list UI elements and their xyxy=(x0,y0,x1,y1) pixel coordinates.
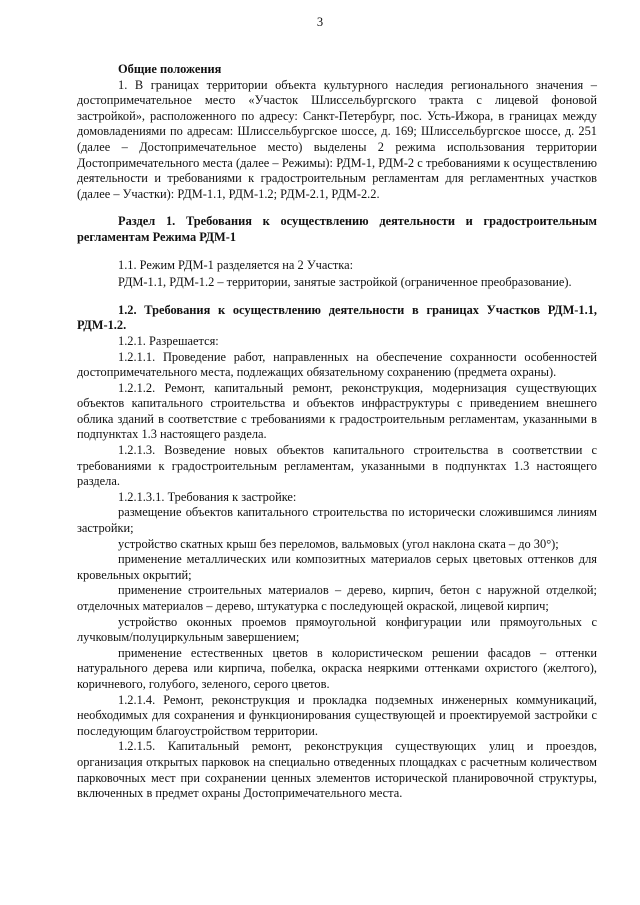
item-1-2-1-5: 1.2.1.5. Капитальный ремонт, реконструкция существующих улиц и проездов, организация открытых парковок на специально отведенных площадках с расчетным количеством парковочных мест при сохранении ценных элементов исторической планировочной структуры, включенных в предмет охраны Достопримечательного места. xyxy=(77,739,597,801)
item-1-2-1-3-1: 1.2.1.3.1. Требования к застройке: xyxy=(118,489,297,504)
item-1-2-1-1: 1.2.1.1. Проведение работ, направленных на обеспечение сохранности особенностей достопримечательного места, подлежащих обязательному сохранению (предмета охраны). xyxy=(77,349,597,380)
requirement-building-lines: размещение объектов капитального строительства по исторически сложившимся линиям застройки; xyxy=(77,505,597,536)
section-1-1-paragraph: 1.1. Режим РДМ-1 разделяется на 2 Участка: xyxy=(118,257,354,272)
requirement-roofs: устройство скатных крыш без переломов, вальмовых (угол наклона ската – до 30°); xyxy=(118,536,559,551)
item-1-2-1-3: 1.2.1.3. Возведение новых объектов капитального строительства в соответствии с требованиями к градостроительным регламентам, указанными в подпунктах 1.3 настоящего раздела. xyxy=(77,443,597,489)
item-1-2-1-2: 1.2.1.2. Ремонт, капитальный ремонт, реконструкция, модернизация существующих объектов капитального строительства и объектов инфраструктуры с приведением внешнего облика зданий в соответствие с требованиями к градостроительным регламентам, указанными в подпунктах 1.3 настоящего раздела. xyxy=(77,380,597,442)
requirement-building-materials: применение строительных материалов – дерево, кирпич, бетон с наружной отделкой; отделочных материалов – дерево, штукатурка с последующей окраской, лицевой кирпич; xyxy=(77,583,597,613)
section-1-1-subzones: РДМ-1.1, РДМ-1.2 – территории, занятые застройкой (ограниченное преобразование). xyxy=(118,275,572,290)
requirement-facade-colors: применение естественных цветов в колористическом решении фасадов – оттенки натурального дерева или кирпича, побелка, окраска неяркими оттенками охристого (желтого), коричневого, голубого, зеленого, серого цветов. xyxy=(77,645,597,691)
item-1-2-1-4: 1.2.1.4. Ремонт, реконструкция и прокладка подземных инженерных коммуникаций, необходимых для сохранения и функционирования существующей и проектируемой застройки с последующим благоустройством территории. xyxy=(77,692,597,738)
item-1-2-1: 1.2.1. Разрешается: xyxy=(118,333,219,348)
general-paragraph-1: 1. В границах территории объекта культурного наследия регионального значения – достопримечательное место «Участок Шлиссельбургского тракта с лицевой фоновой застройкой», расположенного по адресу: Санкт-Петербург, пос. Усть-Ижора, в границах между домовладениями по адресам: Шлиссельбургское шоссе, д. 169; Шлиссельбургское шоссе, д. 251 (далее – Достопримечательное место) выделены 2 режима использования территории Достопримечательного места (далее – Режимы): РДМ-1, РДМ-2 с требованиями к осуществлению деятельности и требованиями к градостроительным регламентам для регламентных участков (далее – Участки): РДМ-1.1, РДМ-1.2; РДМ-2.1, РДМ-2.2. xyxy=(77,77,597,201)
general-provisions-heading: Общие положения xyxy=(118,62,222,76)
section-1-2-heading: 1.2. Требования к осуществлению деятельности в границах Участков РДМ-1.1, РДМ-1.2. xyxy=(77,302,597,333)
requirement-windows: устройство оконных проемов прямоугольной конфигурации или прямоугольных с лучковым/полуциркульным завершением; xyxy=(77,614,597,645)
requirement-roof-materials: применение металлических или композитных материалов серых цветовых оттенков для кровельных окрытий; xyxy=(77,552,597,582)
document-body xyxy=(77,62,597,802)
page-number: 3 xyxy=(316,15,324,29)
section-1-heading: Раздел 1. Требования к осуществлению деятельности и градостроительным регламентам Режима РДМ-1 xyxy=(77,214,597,244)
